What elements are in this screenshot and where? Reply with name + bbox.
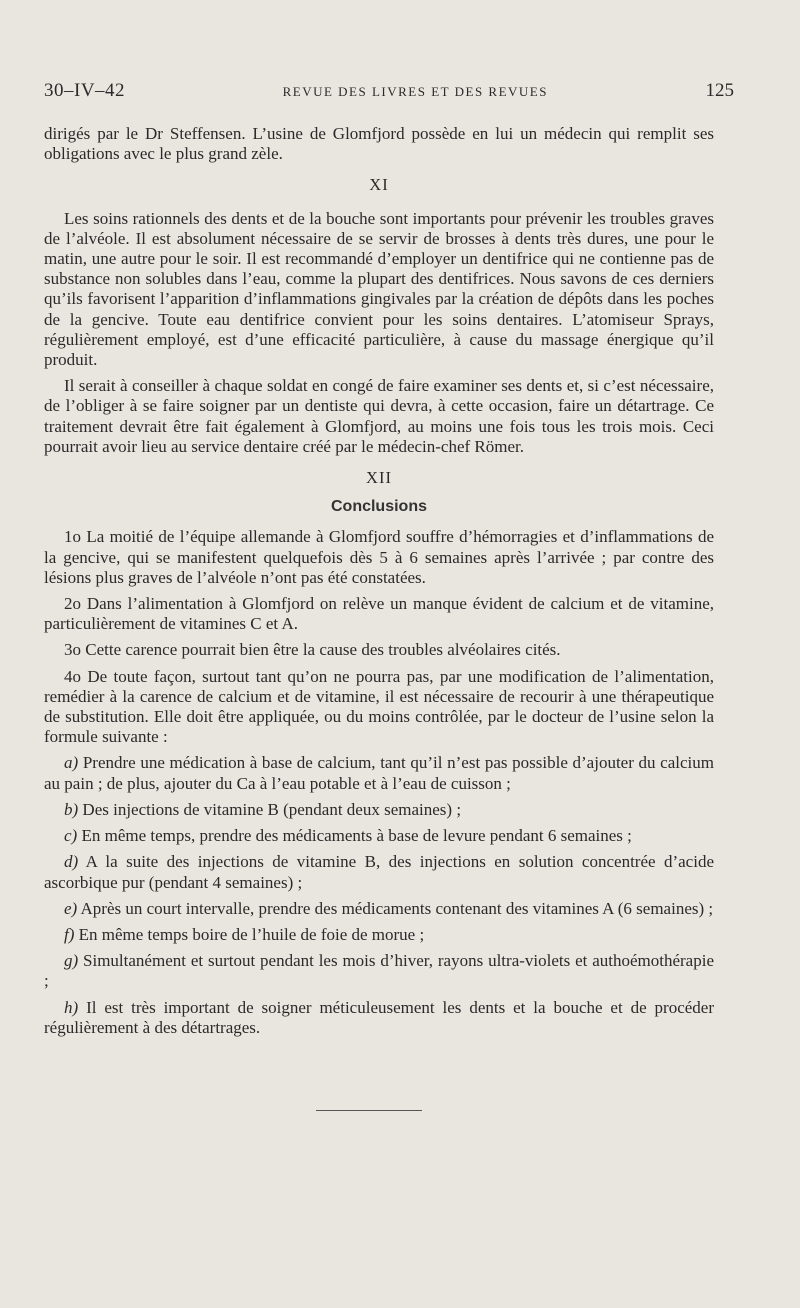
item-text: En même temps boire de l’huile de foie de morue ; [74,924,425,944]
conclusion-1: 1o La moitié de l’équipe allemande à Glomfjord souffre d’hémorragies et d’inflammations de la gencive, qui se manifestent quelquefois dès 5 à 6 semaines après l’arrivée ; par contre des lésions plus graves de l’alvéole n’ont pas été constatées. [44,527,714,587]
paragraph: Il serait à conseiller à chaque soldat en congé de faire examiner ses dents et, si c’est nécessaire, de l’obliger à se faire soigner par un dentiste qui devra, à cette occasion, faire un détartrage. Ce traitement devrait être fait également à Glomfjord, au moins une fois tous les trois mois. Ceci pourrait avoir lieu au service dentaire créé par le médecin-chef Römer. [44,376,714,456]
item-text: Des injections de vitamine B (pendant deux semaines) ; [78,799,462,819]
conclusion-3: 3o Cette carence pourrait bien être la cause des troubles alvéolaires cités. [64,640,561,660]
body-text [44,124,714,1038]
conclusion-2: 2o Dans l’alimentation à Glomfjord on relève un manque évident de calcium et de vitamine, particulièrement de vitamines C et A. [44,594,714,634]
list-item [44,800,714,820]
item-letter: h) [64,997,79,1017]
list-item [44,925,714,945]
list-item [44,753,714,793]
item-text: Simultanément et surtout pendant les mois d’hiver, rayons ultra-violets et authoémothérapie ; [44,951,714,991]
journal-title: REVUE DES LIVRES ET DES REVUES [282,84,548,99]
item-letter: a) [64,753,79,773]
item-text: Il est très important de soigner méticuleusement les dents et la bouche et de procéder régulièrement à des détartrages. [44,997,714,1037]
item-letter: g) [64,951,79,971]
conclusions-heading: Conclusions [330,498,427,516]
issue-date: 30–IV–42 [44,80,126,101]
page-number: 125 [705,80,734,101]
item-letter: d) [64,852,79,872]
list-item [44,951,714,991]
list-item [44,899,714,919]
item-letter: c) [64,826,78,846]
conclusion-4: 4o De toute façon, surtout tant qu’on ne pourra pas, par une modification de l’alimentation, remédier à la carence de calcium et de vitamine, il est nécessaire de recourir à une thérapeutique de substitution. Elle doit être appliquée, ou du moins contrôlée, par le docteur de l’usine selon la formule suivante : [44,666,714,747]
item-letter: b) [64,799,79,819]
item-letter: e) [64,898,78,918]
paragraph: Les soins rationnels des dents et de la bouche sont importants pour prévenir les troubles graves de l’alvéole. Il est absolument nécessaire de se servir de brosses à dents très dures, une pour le matin, une autre pour le soir. Il est recommandé d’employer un dentifrice qui ne contienne pas de substance non solubles dans l’eau, comme la plupart des dentifrices. Nous savons de ces derniers qu’ils favorisent l’apparition d’inflammations gingivales par la création de dépôts dans les poches de la gencive. Toute eau dentifrice convient pour les soins dentaires. L’atomiseur Sprays, régulièrement employé, est d’une efficacité particulière, à cause du massage énergique qu’il produit. [44,208,714,370]
section-heading-xi: XI [369,175,389,195]
closing-rule [316,1110,422,1111]
item-text: A la suite des injections de vitamine B, des injections en solution concentrée d’acide ascorbique pur (pendant 4 semaines) ; [44,852,714,892]
list-item [44,998,714,1038]
item-text: Prendre une médication à base de calcium, tant qu’il n’est pas possible d’ajouter du calcium au pain ; de plus, ajouter du Ca à l’eau potable et à l’eau de cuisson ; [44,753,714,793]
item-text: En même temps, prendre des médicaments à base de levure pendant 6 semaines ; [77,826,632,846]
running-head [44,80,734,102]
intro-paragraph: dirigés par le Dr Steffensen. L’usine de Glomfjord possède en lui un médecin qui remplit ses obligations avec le plus grand zèle. [44,124,714,164]
list-item [44,852,714,892]
item-text: Après un court intervalle, prendre des médicaments contenant des vitamines A (6 semaines) ; [77,898,714,918]
list-item [44,826,714,846]
item-letter: f) [64,924,75,944]
section-heading-xii: XII [366,468,392,488]
